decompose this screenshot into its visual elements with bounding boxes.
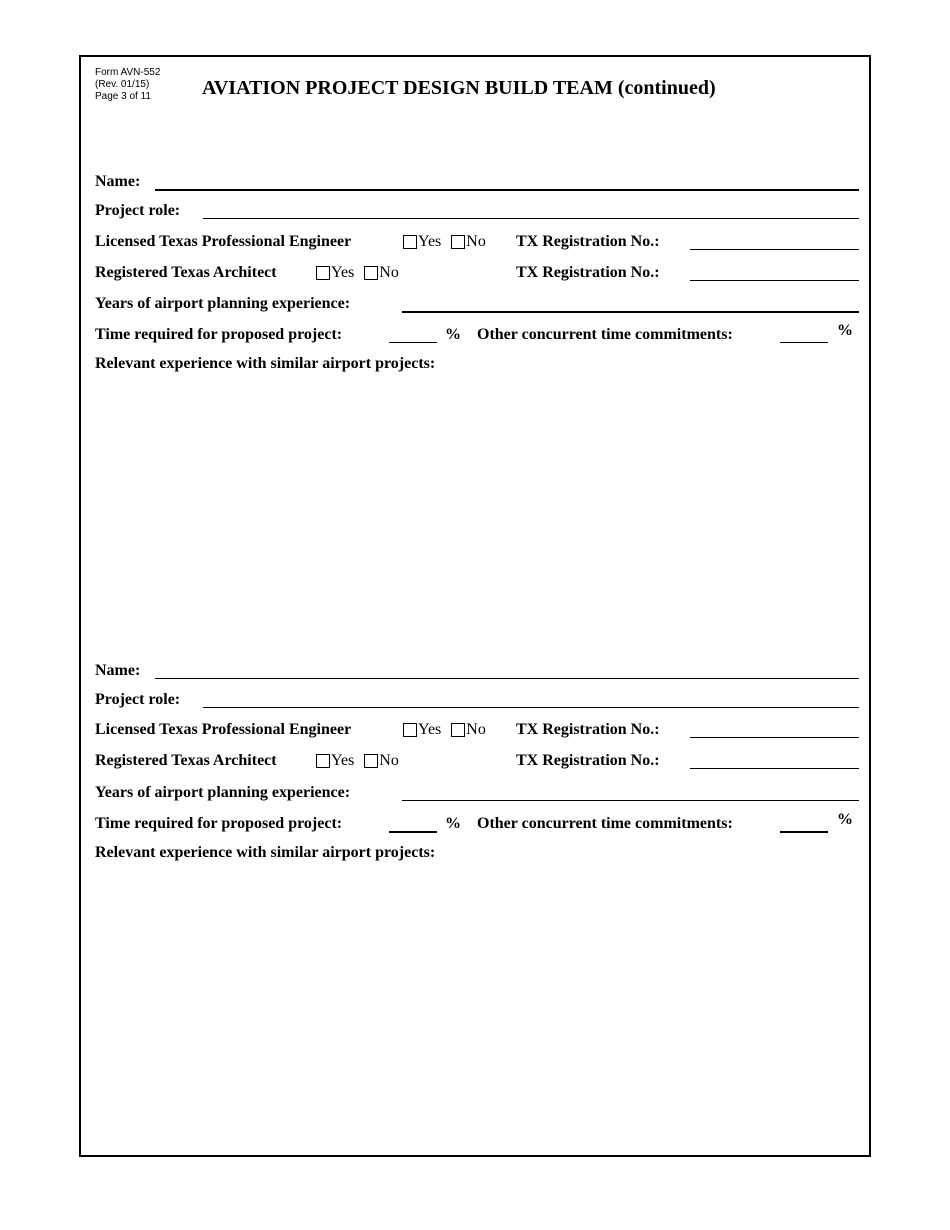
engineer-row	[95, 719, 860, 743]
engineer-tx-reg-field[interactable]	[690, 719, 859, 738]
architect-options	[316, 264, 409, 282]
engineer-yes-checkbox[interactable]	[403, 723, 417, 737]
other-commitments-label: Other concurrent time commitments:	[477, 326, 733, 343]
engineer-label: Licensed Texas Professional Engineer	[95, 233, 352, 250]
engineer-no-label: No	[466, 721, 486, 738]
architect-options	[316, 752, 409, 770]
architect-yes-label: Yes	[331, 752, 355, 769]
form-id: Form AVN-552	[95, 67, 161, 78]
name-row	[95, 660, 860, 684]
other-commitments-field[interactable]	[780, 324, 828, 343]
time-row	[95, 324, 860, 348]
project-role-field[interactable]	[203, 689, 859, 708]
time-required-percent: %	[445, 326, 461, 343]
other-commitments-percent: %	[837, 811, 853, 828]
engineer-yes-label: Yes	[418, 721, 442, 738]
relevant-experience-label: Relevant experience with similar airport projects:	[95, 355, 436, 372]
form-revision: (Rev. 01/15)	[95, 79, 150, 90]
relevant-experience-row	[95, 842, 860, 866]
architect-yes-checkbox[interactable]	[316, 754, 330, 768]
years-field[interactable]	[402, 293, 859, 313]
engineer-tx-reg-label: TX Registration No.:	[516, 721, 660, 738]
project-role-row	[95, 200, 860, 224]
architect-tx-reg-label: TX Registration No.:	[516, 752, 660, 769]
years-label: Years of airport planning experience:	[95, 784, 351, 801]
project-role-row	[95, 689, 860, 713]
engineer-row	[95, 231, 860, 255]
architect-no-checkbox[interactable]	[364, 754, 378, 768]
years-label: Years of airport planning experience:	[95, 295, 351, 312]
other-commitments-label: Other concurrent time commitments:	[477, 815, 733, 832]
relevant-experience-row	[95, 353, 860, 377]
architect-tx-reg-field[interactable]	[690, 262, 859, 281]
project-role-field[interactable]	[203, 200, 859, 219]
engineer-options	[403, 721, 496, 739]
time-required-label: Time required for proposed project:	[95, 815, 343, 832]
engineer-no-checkbox[interactable]	[451, 723, 465, 737]
form-page-number: Page 3 of 11	[95, 91, 151, 102]
time-required-field[interactable]	[389, 813, 437, 833]
architect-row	[95, 750, 860, 774]
years-row	[95, 782, 860, 806]
years-field[interactable]	[402, 782, 859, 801]
architect-row	[95, 262, 860, 286]
page-title: AVIATION PROJECT DESIGN BUILD TEAM (continued)	[202, 77, 716, 99]
name-label: Name:	[95, 662, 141, 679]
form-meta	[95, 67, 160, 103]
engineer-no-label: No	[466, 233, 486, 250]
architect-no-checkbox[interactable]	[364, 266, 378, 280]
engineer-yes-label: Yes	[418, 233, 442, 250]
relevant-experience-area[interactable]	[95, 380, 860, 650]
other-commitments-field[interactable]	[780, 813, 828, 833]
architect-yes-label: Yes	[331, 264, 355, 281]
relevant-experience-area[interactable]	[95, 870, 860, 1140]
name-label: Name:	[95, 173, 141, 190]
architect-tx-reg-field[interactable]	[690, 750, 859, 769]
architect-label: Registered Texas Architect	[95, 264, 277, 281]
architect-no-label: No	[379, 752, 399, 769]
architect-yes-checkbox[interactable]	[316, 266, 330, 280]
time-required-field[interactable]	[389, 324, 437, 343]
project-role-label: Project role:	[95, 691, 181, 708]
name-field[interactable]	[155, 660, 859, 679]
engineer-tx-reg-label: TX Registration No.:	[516, 233, 660, 250]
other-commitments-percent: %	[837, 322, 853, 339]
years-row	[95, 293, 860, 317]
architect-no-label: No	[379, 264, 399, 281]
time-required-percent: %	[445, 815, 461, 832]
time-required-label: Time required for proposed project:	[95, 326, 343, 343]
engineer-yes-checkbox[interactable]	[403, 235, 417, 249]
engineer-options	[403, 233, 496, 251]
architect-label: Registered Texas Architect	[95, 752, 277, 769]
relevant-experience-label: Relevant experience with similar airport projects:	[95, 844, 436, 861]
engineer-label: Licensed Texas Professional Engineer	[95, 721, 352, 738]
engineer-tx-reg-field[interactable]	[690, 231, 859, 250]
name-field[interactable]	[155, 171, 859, 191]
name-row	[95, 171, 860, 195]
project-role-label: Project role:	[95, 202, 181, 219]
architect-tx-reg-label: TX Registration No.:	[516, 264, 660, 281]
engineer-no-checkbox[interactable]	[451, 235, 465, 249]
time-row	[95, 813, 860, 837]
